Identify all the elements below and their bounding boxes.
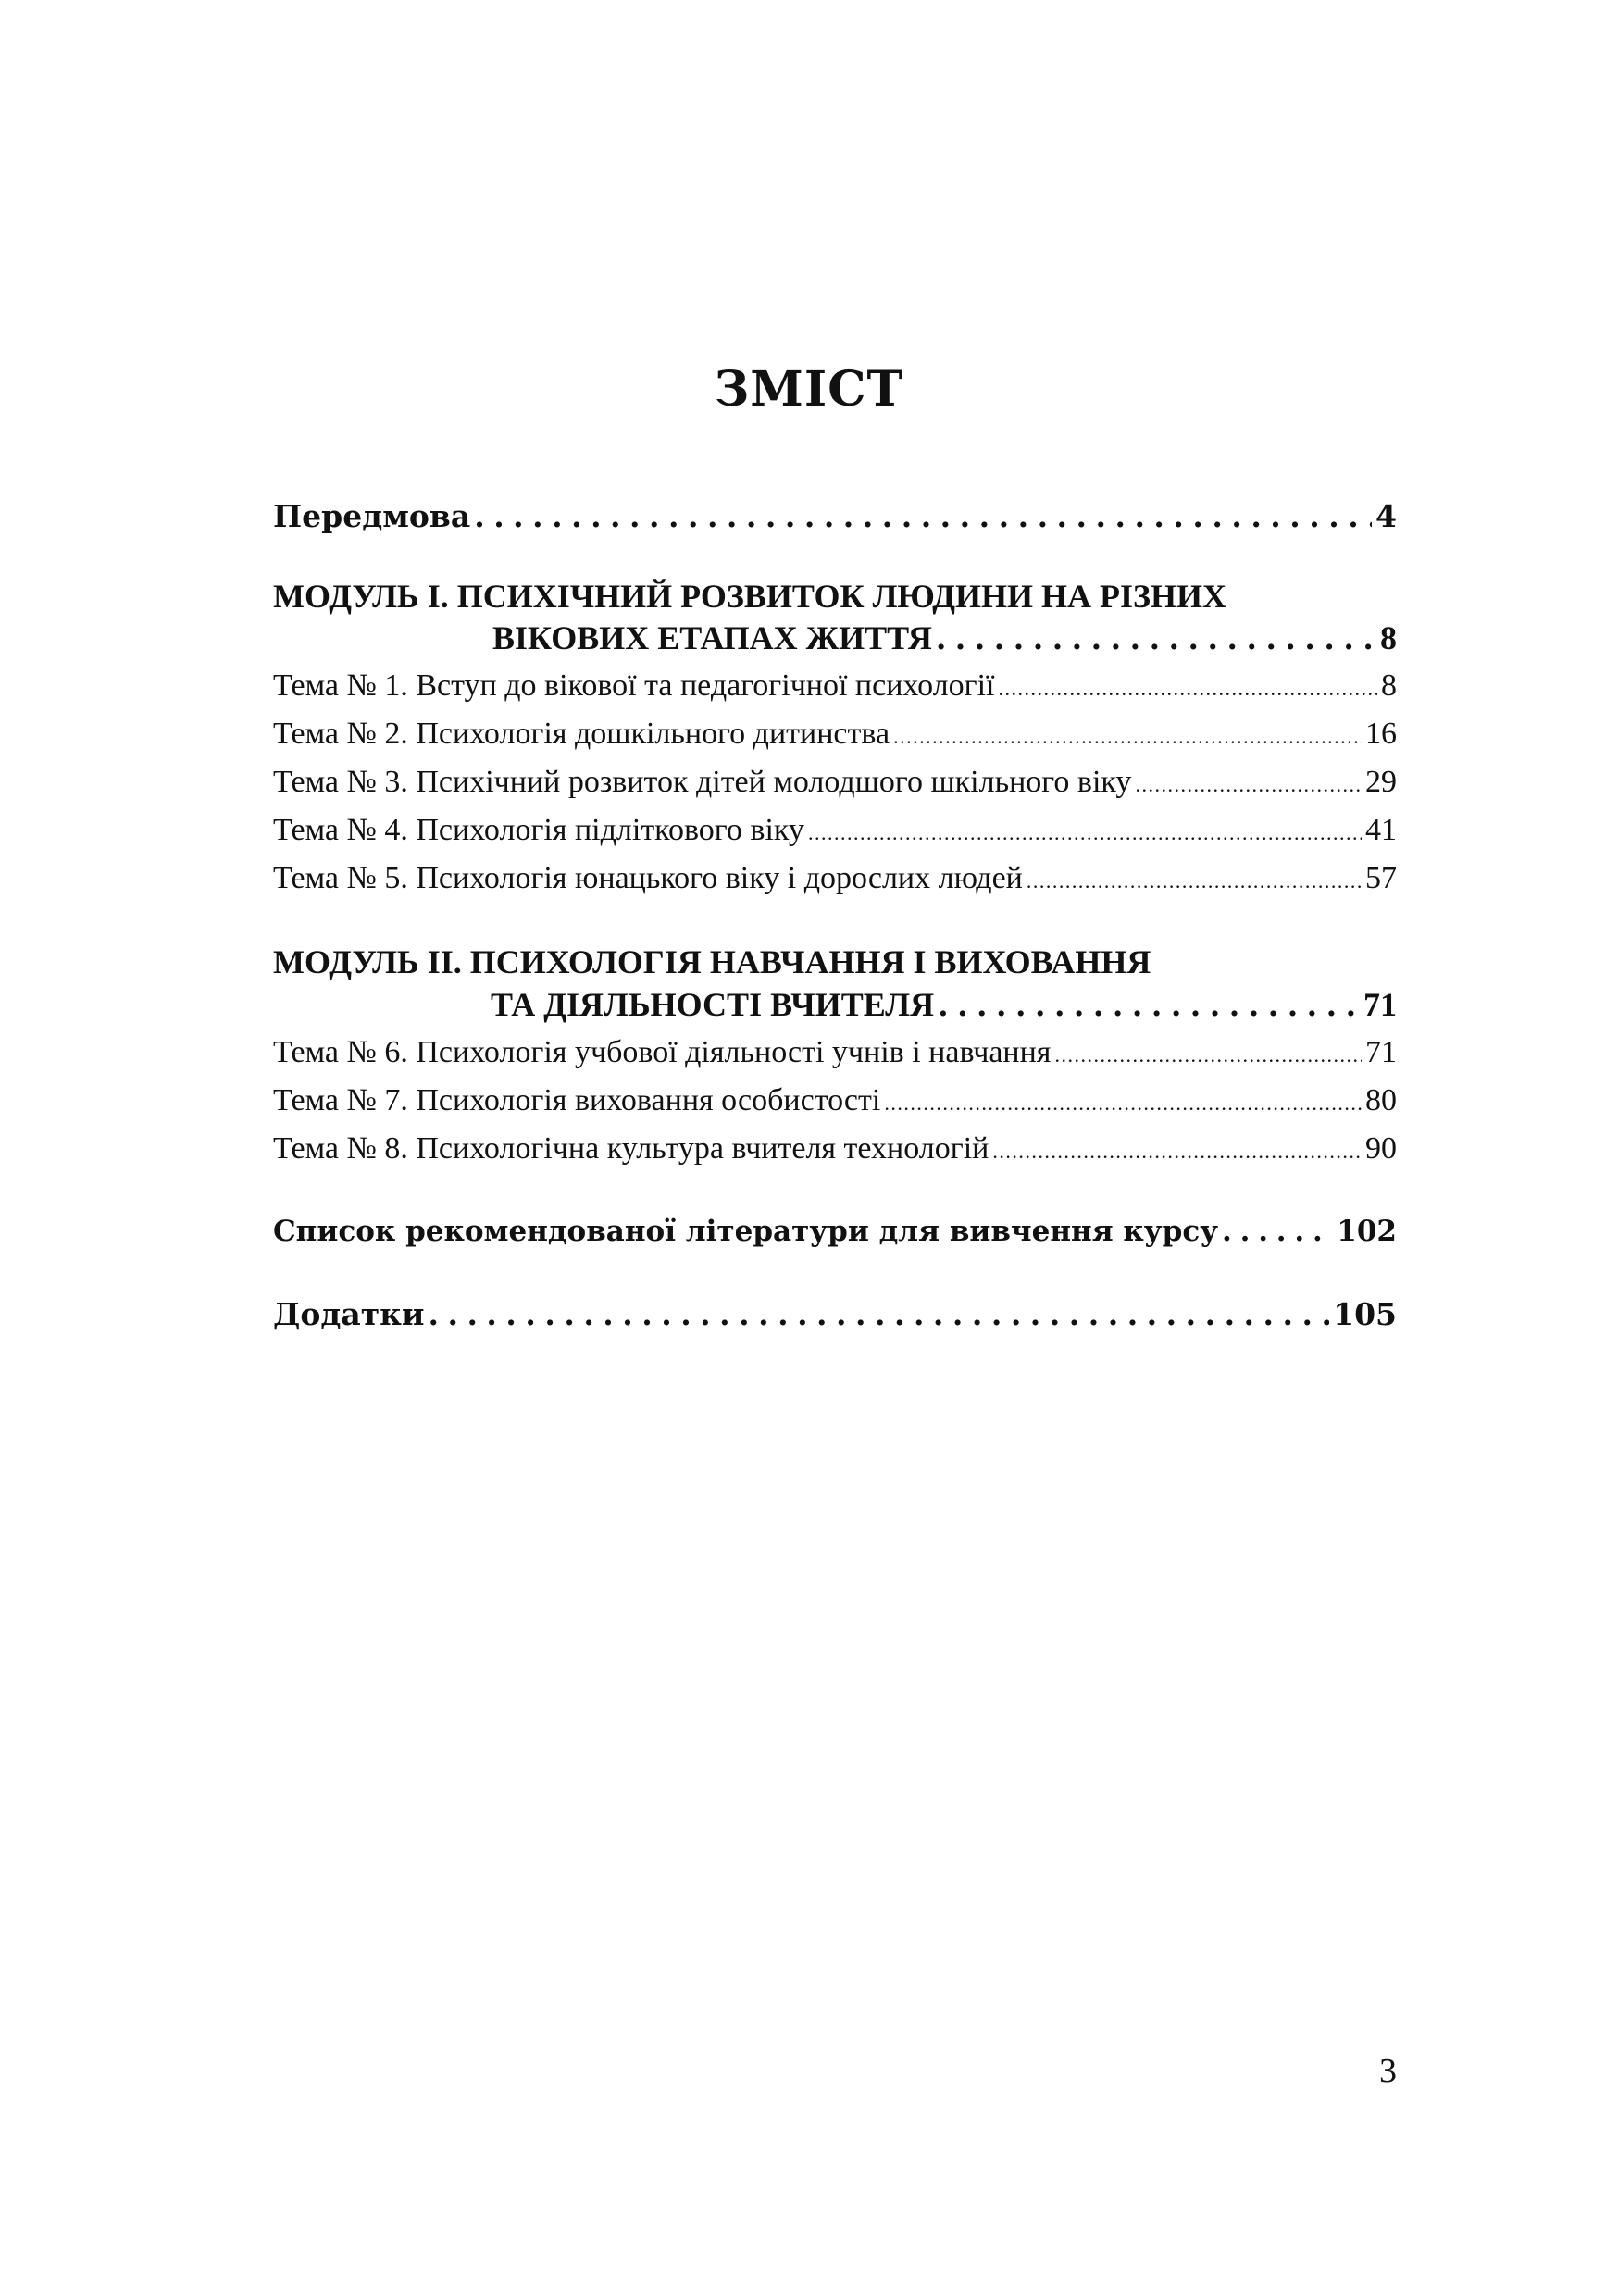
toc-entry-topic3[interactable] [273, 765, 1397, 809]
toc-entry-label: Тема № 2. Психологія дошкільного дитинства [273, 717, 890, 751]
toc-entry-topic8[interactable] [273, 1131, 1397, 1176]
dot-leader [938, 987, 1360, 1023]
toc-entry-topic5[interactable] [273, 861, 1397, 905]
toc-entry-topic6[interactable] [273, 1035, 1397, 1079]
toc-entry-module2[interactable] [273, 985, 1397, 1029]
toc-entry-page: 80 [1365, 1083, 1397, 1117]
dot-leader [474, 498, 1372, 534]
toc-entry-topic2[interactable] [273, 717, 1397, 761]
toc-entry-page: 16 [1365, 717, 1397, 751]
toc-entry-label: Тема № 8. Психологічна культура вчителя технологій [273, 1131, 989, 1166]
toc-entry-label: Додатки [273, 1296, 425, 1332]
toc-entry-preface[interactable] [273, 498, 1397, 543]
dot-leader [884, 1092, 1362, 1116]
toc-entry-topic7[interactable] [273, 1083, 1397, 1128]
dot-leader [808, 821, 1362, 845]
toc-entry-page: 4 [1375, 498, 1397, 534]
toc-entry-page: 71 [1365, 1035, 1397, 1069]
toc-entry-label: Тема № 5. Психологія юнацького віку і дорослих людей [273, 861, 1023, 895]
module1-title-line2: ВІКОВИХ ЕТАПАХ ЖИТТЯ [492, 619, 932, 656]
toc-entry-page: 41 [1365, 813, 1397, 847]
toc-entry-label: Тема № 3. Психічний розвиток дітей молодшого шкільного віку [273, 765, 1132, 799]
toc-entry-page: 8 [1381, 668, 1397, 703]
toc-entry-page: 105 [1333, 1296, 1397, 1332]
page-number: 3 [1379, 2052, 1397, 2090]
toc-entry-label: Тема № 7. Психологія виховання особистості [273, 1083, 881, 1117]
toc-entry-page: 29 [1365, 765, 1397, 799]
toc-entry-page: 90 [1365, 1131, 1397, 1166]
toc-entry-page: 8 [1380, 619, 1397, 656]
toc-entry-page: 71 [1363, 986, 1397, 1023]
dot-leader [893, 725, 1362, 749]
dot-leader [936, 620, 1376, 656]
dot-leader [1054, 1043, 1362, 1067]
toc-entry-page: 102 [1337, 1215, 1397, 1248]
module1-title-line1: МОДУЛЬ І. ПСИХІЧНИЙ РОЗВИТОК ЛЮДИНИ НА РІЗНИХ [273, 578, 1227, 615]
toc-entry-label: Тема № 6. Психологія учбової діяльності учнів і навчання [273, 1035, 1052, 1069]
dot-leader [1027, 869, 1362, 893]
toc-entry-topic1[interactable] [273, 668, 1397, 713]
toc-entry-literature[interactable] [273, 1215, 1397, 1259]
toc-entry-appendix[interactable] [273, 1296, 1397, 1341]
toc-entry-label: Тема № 1. Вступ до вікової та педагогічної психології [273, 668, 995, 703]
dot-leader [429, 1296, 1330, 1332]
module2-title-line1: МОДУЛЬ ІІ. ПСИХОЛОГІЯ НАВЧАННЯ І ВИХОВАННЯ [273, 943, 1151, 980]
toc-entry-label: Тема № 4. Психологія підліткового віку [273, 813, 804, 847]
toc-entry-label: Список рекомендованої літератури для вивчення курсу [273, 1215, 1219, 1248]
module2-title-line2: ТА ДІЯЛЬНОСТІ ВЧИТЕЛЯ [491, 986, 935, 1023]
toc-entry-label: Передмова [273, 498, 471, 534]
dot-leader [998, 677, 1377, 701]
toc-entry-page: 57 [1365, 861, 1397, 895]
toc-entry-topic4[interactable] [273, 813, 1397, 857]
toc-entry-module1[interactable] [273, 618, 1397, 663]
toc-title: ЗМІСТ [714, 361, 904, 418]
dot-leader [1222, 1215, 1333, 1248]
dot-leader [1135, 773, 1362, 797]
dot-leader [992, 1140, 1362, 1164]
